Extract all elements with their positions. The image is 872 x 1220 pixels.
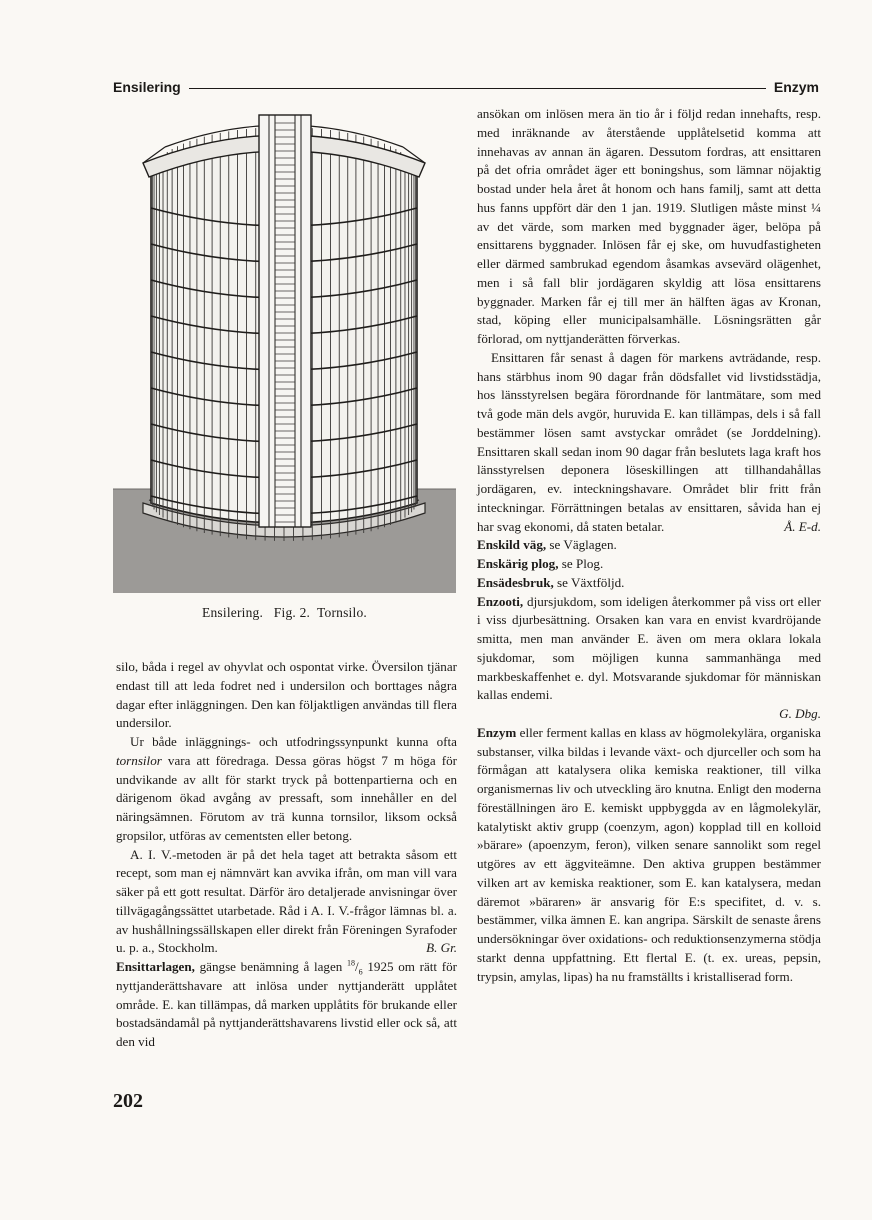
header-rule (189, 88, 766, 89)
entry-headword: Enzym (477, 724, 517, 740)
entry-headword: Enzooti, (477, 593, 524, 609)
running-header (113, 76, 819, 98)
tower-silo-figure (113, 103, 456, 593)
entry-headword: Ensittarlagen, (116, 959, 195, 974)
paragraph-silo: silo, båda i regel av ohyvlat och ospontat virke. Översilon tjänar endast till att leda fodret ned i undersilon och borttages några dagar efter inläggningen. Den kan följaktligen användas till flera undersilor. (116, 659, 457, 731)
header-left-word: Ensilering (113, 79, 181, 95)
figure-caption: Ensilering. Fig. 2. Tornsilo. (202, 605, 367, 620)
entry-enskarig-plog: Enskärig plog, se Plog. (477, 556, 604, 571)
entry-ensadesbruk: Ensädesbruk, se Växtföljd. (477, 574, 625, 590)
paragraph-ensittaren: Ensittaren får senast å dagen för markens avträdande, resp. hans stärbhus inom 90 dagar från dödsfallet vid livstidsstädja, hos länsstyrelsen begära förordnande för lantmätare, som med två gode män dels avgör, huruvida E. kan tillämpas, dels i så fall bestämmer lösen samt avstyckar området (se Jorddelning). Ensittaren skall sedan inom 90 dagar från beslutets laga kraft hos länsstyrelsen deponera löseskillingen att tillhandahållas jordägaren, ev. inteckningshavare. Området blir fritt från inteckningar. Förrättningen betalas av ensittaren, såvida han ej har svag ekonomi, då staten betalar. Å. E-d. (477, 349, 821, 537)
entry-headword: Enskild väg, (477, 537, 547, 553)
entry-enskild-vag: Enskild väg, se Väglagen. (477, 537, 617, 553)
page-number: 202 (113, 1090, 143, 1112)
entry-enzooti: Enzooti, djursjukdom, som ideligen återkommer på viss ort eller i viss djurbesättning. Orsaken kan vara en envist kvardröjande smitta, men man använder E. även om mera oklara lokala sjukdomar, som möjligen kunna sammanhänga med markbeskaffenhet e. dyl. Motsvarande sjukdomar för människan kallas endemi. (477, 593, 821, 703)
right-text-column (477, 105, 821, 986)
left-text-column (116, 658, 457, 1052)
author-signature: B. Gr. (426, 940, 457, 956)
author-signature: Å. E-d. (784, 518, 821, 534)
author-signature: G. Dbg. (779, 706, 821, 721)
tower-silo-illustration (113, 103, 456, 593)
entry-enzym: Enzym eller ferment kallas en klass av högmolekylära, organiska substanser, vilka bildas i levande växt- och djurceller och som ha förmågan att katalysera olika kemiska reaktioner, till vilka organismernas liv och utveckling äro knutna. Enligt den moderna föreställningen äro E. kemiskt uppbyggda av en lågmolekylär, katalytiskt aktiv grupp (coenzym, agon) kopplad till en kolloid »bärare» (apoenzym, feron), vilken senare sannolikt som regel utgöres av ett äggviteämne. Den aktiva gruppen bestämmer vilken art av kemiska reaktioner, som E. kan katalysera, medan däremot »bäraren» är ansvarig för E:s specifitet, d. v. s. bestämmer, vilka ämnen E. kan angripa. Särskilt de senaste årens undersökningar över oxidations- och reduktionsenzymerna stödja starkt denna uppfattning. Ett flertal E. (t. ex. ureas, pepsin, trypsin, amylas, lipas) ha nu framställts i kristalliserad form. (477, 724, 821, 984)
entry-headword: Enskärig plog, (477, 556, 559, 571)
entry-headword: Ensädesbruk, (477, 574, 554, 590)
paragraph-tornsilor: Ur både inläggnings- och utfodringssynpunkt kunna ofta tornsilor vara att föredraga. Dessa göras högst 7 m höga för undvikande av allt för starkt tryck på bottenpartierna och en därigenom ökad avgång av pressaft, som innehåller en del näringsämnen. Förutom av trä kunna tornsilor, liksom också gropsilor, utföras av cementsten eller betong. (116, 734, 457, 843)
header-right-word: Enzym (773, 79, 819, 95)
entry-ensittarlagen: Ensittarlagen, gängse benämning å lagen $^{18}/_6$ 1925 om rätt för nyttjanderättshavare att inlösa under nyttjanderätt upplåtet område. E. kan tillämpas, då marken upplåtits för brukande eller bostadsändamål på nyttjanderättshavarens livstid eller ock så, att den vid (116, 958, 458, 1049)
silo-ladder (259, 115, 311, 527)
paragraph-aiv-metoden: A. I. V.-metoden är på det hela taget att betrakta såsom ett recept, som man ej nämnvärt kan avvika ifrån, om man vill vara säker på ett gott resultat. Därför äro detaljerade anvisningar över tillvägagångssättet utarbetade. Råd i A. I. V.-frågor lämnas bl. a. av hushållningssällskapen eller direkt från Föreningen Syrafoder u. p. a., Stockholm. B. Gr. (116, 846, 457, 959)
paragraph-inlosen: ansökan om inlösen mera än tio år i följd redan innehafts, resp. med inräknande av återstående upplåtelsetid komma att innehavas av annan än ägaren. Dessutom fordras, att ensittaren på det ofria området äger ett boningshus, som lämnar nöjaktig bostad under hela året åt honom och hans familj, samt att detta hus fanns uppfört där den 1 jan. 1919. Slutligen måste minst ¼ av det värde, som marken med byggnader äger, belöpa på ensittarens byggnader. Inlösen får ej ske, om huvudfastigheten eller därmed sambrukad egendom åsamkas avsevärd olägenhet, men i så fall blir jordägaren skyldig att lösa ensittarens byggnader. Marken får ej till mer än hälften ägas av Kronan, stad, köping eller municipalsamhälle. Lösningsrätten går förlorad, om nyttjanderätten förverkas. (477, 106, 821, 346)
term-tornsilor: tornsilor (116, 752, 162, 768)
